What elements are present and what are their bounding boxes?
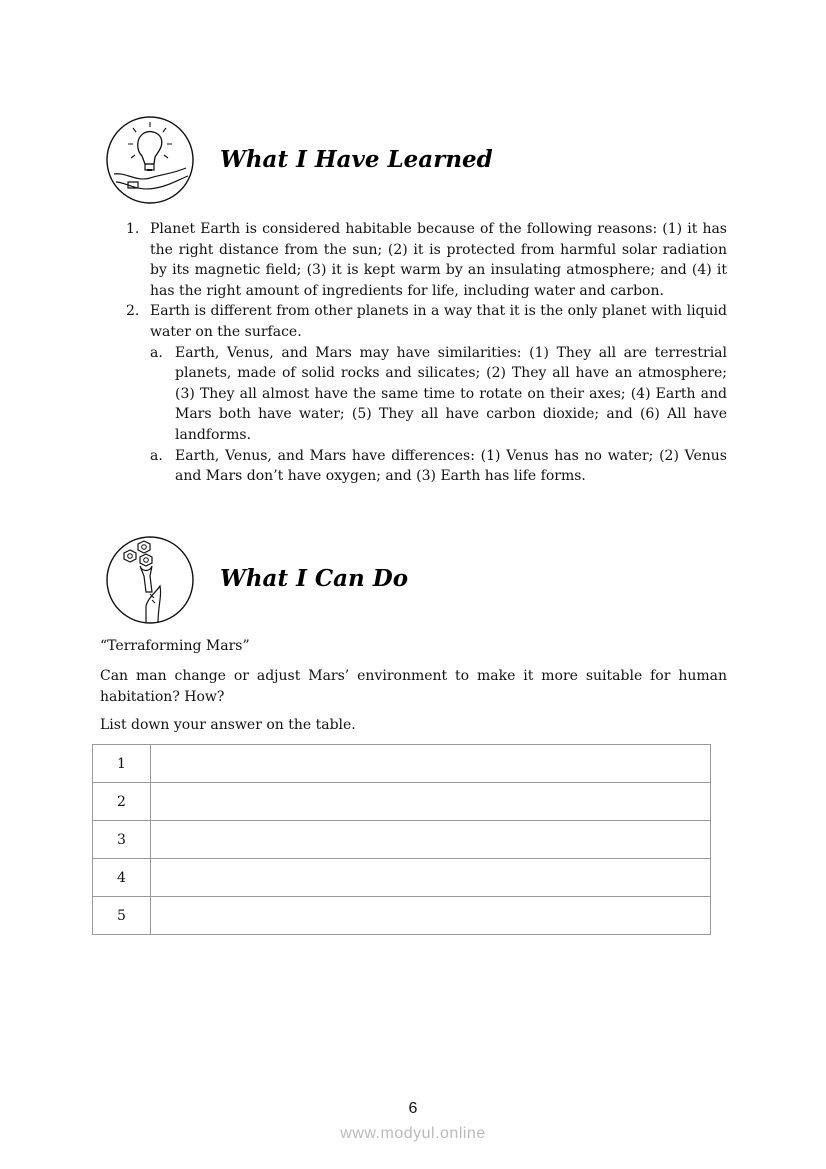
answer-table [92, 744, 711, 935]
table-row: 1 [93, 745, 711, 783]
answer-cell[interactable] [151, 859, 711, 897]
watermark: www.modyul.online [340, 1125, 486, 1142]
table-row: 3 [93, 821, 711, 859]
section-title-what-i-can-do: What I Can Do [220, 565, 409, 592]
list-subitem: a. Earth, Venus, and Mars have differences: (1) Venus has no water; (2) Venus and Mars don’t have oxygen; and (3) Earth has life forms. [150, 447, 727, 485]
list-subitem: a. Earth, Venus, and Mars may have similarities: (1) They all are terrestrial planets, made of solid rocks and silicates; (2) They all have an atmosphere; (3) They all almost have the same time to rotate on their axes; (4) Earth and Mars both have water; (5) They all have carbon dioxide; and (6) All have landforms. [150, 344, 727, 443]
hand-wrench-nuts-icon [106, 536, 194, 624]
answer-cell[interactable] [151, 897, 711, 935]
learned-list [122, 219, 727, 487]
table-row: 4 [93, 859, 711, 897]
list-item: 2. Earth is different from other planets in a way that it is the only planet with liquid water on the surface. [126, 303, 727, 340]
answer-cell[interactable] [151, 821, 711, 859]
activity-instruction: List down your answer on the table. [100, 717, 356, 733]
list-item: 1. Planet Earth is considered habitable because of the following reasons: (1) it has the right distance from the sun; (2) it is protected from harmful solar radiation by its magnetic field; (3) it is kept warm by an insulating atmosphere; and (4) it has the right amount of ingredients for life, including water and carbon. [126, 221, 727, 299]
page-number: 6 [408, 1100, 418, 1117]
activity-title: “Terraforming Mars” [100, 638, 250, 654]
answer-cell[interactable] [151, 745, 711, 783]
lightbulb-hand-icon [106, 116, 194, 204]
answer-cell[interactable] [151, 783, 711, 821]
table-row: 2 [93, 783, 711, 821]
table-row: 5 [93, 897, 711, 935]
section-title-what-i-have-learned: What I Have Learned [220, 146, 493, 173]
activity-question: Can man change or adjust Mars’ environment to make it more suitable for human habitation? How? [100, 668, 727, 705]
